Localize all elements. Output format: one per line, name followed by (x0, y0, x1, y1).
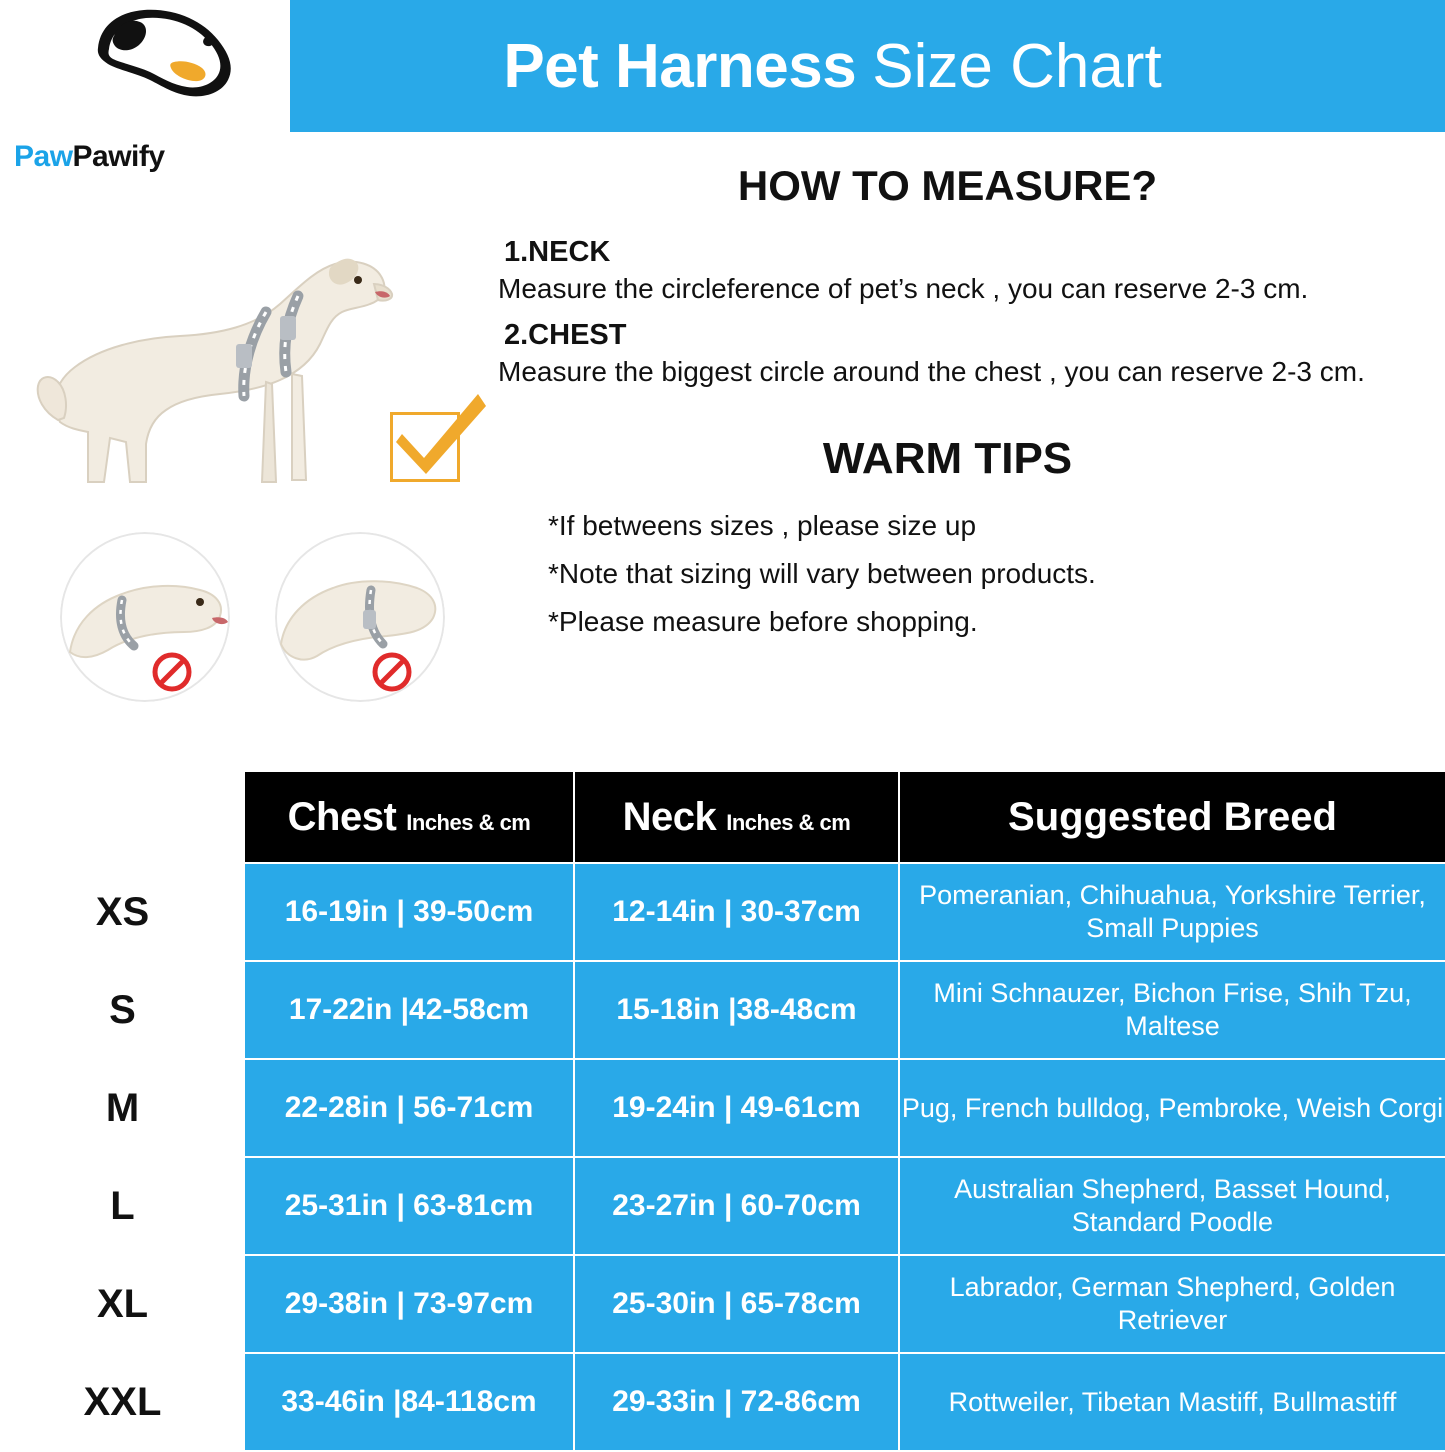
row-chest-s: 17-22in |42-58cm (244, 961, 574, 1059)
measure-step-2-text: Measure the biggest circle around the chest , you can reserve 2-3 cm. (498, 356, 1365, 387)
prohibited-icon-1 (152, 652, 192, 692)
row-neck-xl: 25-30in | 65-78cm (574, 1255, 899, 1353)
page-title-bar (290, 0, 1445, 132)
row-neck-xs: 12-14in | 30-37cm (574, 863, 899, 961)
header-breed-label: Suggested Breed (1008, 794, 1337, 839)
measure-step-2-label: 2.CHEST (504, 319, 627, 351)
incorrect-example-1 (60, 532, 230, 702)
header-size-blank (1, 771, 244, 863)
row-chest-xs: 16-19in | 39-50cm (244, 863, 574, 961)
row-size-s: S (1, 961, 244, 1059)
page-title-bold: Pet Harness (503, 31, 857, 101)
row-breed-m: Pug, French bulldog, Pembroke, Weish Corgi (899, 1059, 1445, 1157)
row-chest-m: 22-28in | 56-71cm (244, 1059, 574, 1157)
row-chest-xl: 29-38in | 73-97cm (244, 1255, 574, 1353)
row-breed-l: Australian Shepherd, Basset Hound, Standard Poodle (899, 1157, 1445, 1255)
row-size-xs: XS (1, 863, 244, 961)
incorrect-example-2 (275, 532, 445, 702)
dog-tight-collar-illustration (275, 532, 445, 702)
row-chest-l: 25-31in | 63-81cm (244, 1157, 574, 1255)
warm-tip-3: *Please measure before shopping. (548, 606, 978, 637)
header-chest-units: Inches & cm (406, 809, 531, 835)
dog-illustration-correct (30, 232, 420, 532)
warm-tip-2: *Note that sizing will vary between products. (548, 558, 1096, 589)
table-row (1, 1157, 1445, 1255)
dog-loose-collar-illustration (60, 532, 230, 702)
page-title-light: Size Chart (872, 31, 1162, 101)
measure-step-1-text: Measure the circleference of pet’s neck , you can reserve 2-3 cm. (498, 273, 1309, 304)
page-header (0, 0, 1445, 173)
size-table-wrapper (0, 770, 1445, 1452)
warm-tip-1: *If betweens sizes , please size up (548, 510, 977, 541)
header-breed (899, 771, 1445, 863)
prohibited-icon-2 (372, 652, 412, 692)
row-size-xxl: XXL (1, 1353, 244, 1451)
row-breed-xs: Pomeranian, Chihuahua, Yorkshire Terrier, Small Puppies (899, 863, 1445, 961)
table-row (1, 863, 1445, 961)
header-neck-label: Neck (622, 794, 717, 839)
header-chest (244, 771, 574, 863)
row-breed-s: Mini Schnauzer, Bichon Frise, Shih Tzu, Maltese (899, 961, 1445, 1059)
table-row (1, 1255, 1445, 1353)
row-neck-m: 19-24in | 49-61cm (574, 1059, 899, 1157)
dog-head-icon (78, 6, 248, 116)
illustration-area (0, 232, 470, 752)
how-to-measure-heading: HOW TO MEASURE? (737, 162, 1158, 209)
brand-name-part2: Pawify (72, 140, 165, 173)
measure-step-1-label: 1.NECK (504, 236, 611, 268)
row-size-m: M (1, 1059, 244, 1157)
header-neck-units: Inches & cm (726, 809, 851, 835)
row-neck-l: 23-27in | 60-70cm (574, 1157, 899, 1255)
header-neck (574, 771, 899, 863)
size-chart-table (0, 770, 1445, 1452)
brand-name-part1: Paw (14, 140, 73, 173)
table-row (1, 1059, 1445, 1157)
table-row (1, 961, 1445, 1059)
row-neck-s: 15-18in |38-48cm (574, 961, 899, 1059)
brand-logo (0, 0, 290, 173)
row-breed-xl: Labrador, German Shepherd, Golden Retriever (899, 1255, 1445, 1353)
instructions-column (470, 162, 1425, 654)
row-neck-xxl: 29-33in | 72-86cm (574, 1353, 899, 1451)
header-chest-label: Chest (287, 794, 397, 839)
table-header-row (1, 771, 1445, 863)
warm-tips-heading: WARM TIPS (822, 434, 1073, 483)
row-chest-xxl: 33-46in |84-118cm (244, 1353, 574, 1451)
row-size-xl: XL (1, 1255, 244, 1353)
row-size-l: L (1, 1157, 244, 1255)
table-row (1, 1353, 1445, 1451)
upper-section (0, 132, 1445, 752)
row-breed-xxl: Rottweiler, Tibetan Mastiff, Bullmastiff (899, 1353, 1445, 1451)
